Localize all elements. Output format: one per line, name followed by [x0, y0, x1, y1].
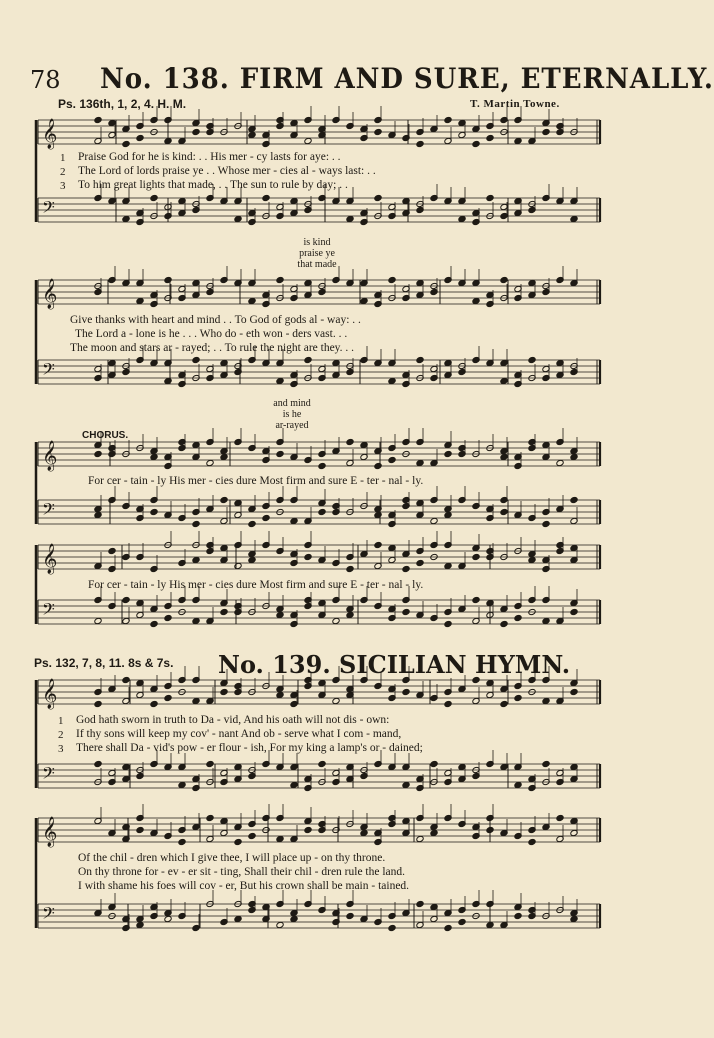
note	[164, 915, 172, 922]
note	[416, 559, 424, 566]
note	[528, 356, 536, 363]
lyric-line: There shall Da - vid's pow - er flour - ish, For my king a lamp's or - dained;	[76, 742, 423, 754]
note	[192, 128, 200, 135]
note	[444, 511, 452, 518]
note	[122, 215, 130, 222]
lyric-line: God hath sworn in truth to Da - vid, And his oath will not dis - own:	[76, 714, 390, 726]
note	[388, 456, 396, 463]
chorus-lyric: For cer - tain - ly His mer - cies dure Most firm and sure E - ter - nal - ly.	[88, 475, 424, 487]
bass-word: ar-rayed	[275, 420, 309, 431]
note	[374, 511, 382, 518]
note	[472, 596, 480, 603]
note	[122, 596, 130, 603]
note	[500, 377, 508, 384]
note	[570, 453, 578, 460]
note	[150, 194, 158, 201]
note	[430, 517, 438, 524]
note	[248, 520, 256, 527]
lyric-line: Praise God for he is kind: . . His mer - cy lasts for aye: . .	[78, 151, 341, 163]
note	[136, 134, 144, 141]
note	[570, 915, 578, 922]
note	[304, 826, 312, 833]
note	[500, 276, 508, 283]
bass-word: that made	[297, 259, 337, 270]
note	[318, 760, 326, 767]
lyric-line: To him great lights that made, . . The sun to rule by day; . .	[78, 179, 348, 191]
note	[374, 194, 382, 201]
note	[528, 838, 536, 845]
note	[542, 128, 550, 135]
note	[234, 562, 242, 569]
verse-number: 1	[58, 715, 64, 727]
hymn-138-title: No. 138. FIRM AND SURE, ETERNALLY.	[100, 62, 714, 95]
lyric-line: I with shame his foes will cov - er, But his crown shall be main - tained.	[78, 880, 410, 892]
note	[150, 508, 158, 515]
note	[276, 611, 284, 618]
note	[206, 814, 214, 821]
chorus-label: CHORUS.	[82, 430, 129, 441]
note	[570, 215, 578, 222]
note	[514, 912, 522, 919]
note	[402, 688, 410, 695]
page-number: 78	[30, 66, 61, 94]
note	[472, 297, 480, 304]
note	[94, 617, 102, 624]
note	[248, 832, 256, 839]
note	[388, 377, 396, 384]
note	[472, 553, 480, 560]
clef-icon: 𝄢	[42, 197, 55, 221]
note	[444, 116, 452, 123]
note	[220, 453, 228, 460]
note	[486, 134, 494, 141]
note	[164, 614, 172, 621]
note	[500, 700, 508, 707]
note	[500, 620, 508, 627]
note	[514, 614, 522, 621]
note	[444, 700, 452, 707]
note	[542, 520, 550, 527]
note	[388, 924, 396, 931]
verse-number: 3	[58, 743, 64, 755]
note	[276, 377, 284, 384]
clef-icon: 𝄢	[42, 599, 55, 623]
note	[542, 760, 550, 767]
bass-word: and mind	[273, 398, 311, 409]
clef-icon: 𝄞	[42, 279, 58, 309]
note	[192, 617, 200, 624]
bass-word: is he	[282, 409, 302, 420]
note	[360, 297, 368, 304]
note	[164, 137, 172, 144]
note	[416, 459, 424, 466]
note	[108, 547, 116, 554]
chorus-lyric: For cer - tain - ly His mer - cies dure Most firm and sure E - ter - nal - ly.	[88, 579, 424, 591]
note	[402, 565, 410, 572]
note	[220, 688, 228, 695]
note	[416, 900, 424, 907]
note	[472, 140, 480, 147]
clef-icon: 𝄞	[42, 679, 58, 709]
note	[374, 541, 382, 548]
note	[570, 496, 578, 503]
note	[318, 508, 326, 515]
clef-icon: 𝄢	[42, 763, 55, 787]
note	[94, 511, 102, 518]
verse-number: 2	[60, 166, 66, 178]
note	[234, 915, 242, 922]
note	[514, 694, 522, 701]
note	[500, 453, 508, 460]
note	[570, 688, 578, 695]
note	[94, 700, 102, 707]
note	[206, 459, 214, 466]
lyric-line: Of the chil - dren which I give thee, I will place up - on thy throne.	[78, 852, 386, 864]
verse-number: 3	[60, 180, 66, 192]
note	[192, 556, 200, 563]
note	[556, 814, 564, 821]
note	[164, 377, 172, 384]
lyric-line: Give thanks with heart and mind . . To God of gods al - way: . .	[70, 314, 361, 326]
note	[94, 116, 102, 123]
note	[514, 137, 522, 144]
note	[500, 508, 508, 515]
note	[122, 676, 130, 683]
note	[416, 140, 424, 147]
note	[178, 781, 186, 788]
note	[262, 514, 270, 521]
note	[276, 835, 284, 842]
note	[290, 781, 298, 788]
note	[388, 276, 396, 283]
note	[248, 556, 256, 563]
note	[164, 276, 172, 283]
note	[220, 608, 228, 615]
clef-icon: 𝄢	[42, 903, 55, 927]
note	[346, 565, 354, 572]
note	[220, 496, 228, 503]
note	[276, 921, 284, 928]
note	[164, 694, 172, 701]
note	[444, 924, 452, 931]
note	[122, 140, 130, 147]
bass-word: is kind	[303, 237, 331, 248]
bass-word: praise ye	[299, 248, 335, 259]
note	[136, 826, 144, 833]
note	[94, 760, 102, 767]
note	[304, 137, 312, 144]
note	[290, 517, 298, 524]
note	[150, 453, 158, 460]
note	[430, 760, 438, 767]
note	[402, 781, 410, 788]
clef-icon: 𝄢	[42, 499, 55, 523]
note	[262, 194, 270, 201]
note	[234, 838, 242, 845]
note	[486, 826, 494, 833]
note	[276, 450, 284, 457]
verse-number: 2	[58, 729, 64, 741]
hymn-138-meter: Ps. 136th, 1, 2, 4. H. M.	[58, 97, 187, 111]
lyric-line: If thy sons will keep my cov' - nant And ob - serve what I com - mand,	[76, 728, 402, 740]
note	[542, 697, 550, 704]
note	[444, 562, 452, 569]
note	[94, 450, 102, 457]
note	[276, 691, 284, 698]
note	[304, 356, 312, 363]
lyric-line: The Lord a - lone is he . . . Who do - eth won - ders vast. . .	[75, 328, 348, 340]
clef-icon: 𝄢	[42, 359, 55, 383]
hymn-138-composer: T. Martin Towne.	[470, 98, 560, 110]
lyric-line: The moon and stars ar - rayed; . . To rule the night are they. . .	[70, 342, 355, 354]
note	[570, 608, 578, 615]
note	[458, 215, 466, 222]
note	[402, 608, 410, 615]
note	[192, 356, 200, 363]
note	[304, 553, 312, 560]
note	[486, 194, 494, 201]
note	[178, 838, 186, 845]
note	[332, 697, 340, 704]
note	[346, 438, 354, 445]
note	[318, 462, 326, 469]
hymn-139-title: No. 139. SICILIAN HYMN.	[218, 650, 571, 679]
note	[360, 829, 368, 836]
note	[416, 835, 424, 842]
note	[248, 131, 256, 138]
note	[542, 617, 550, 624]
note	[346, 215, 354, 222]
hymn-139-meter: Ps. 132, 7, 8, 11. 8s & 7s.	[34, 656, 174, 670]
note	[458, 918, 466, 925]
note	[444, 620, 452, 627]
note	[514, 781, 522, 788]
note	[136, 297, 144, 304]
note	[486, 921, 494, 928]
verse-number: 1	[60, 152, 66, 164]
note	[206, 760, 214, 767]
lyric-line: On thy throne for - ev - er sit - ting, Shall their chil - dren rule the land.	[78, 866, 406, 878]
note	[150, 620, 158, 627]
note	[528, 556, 536, 563]
note	[346, 611, 354, 618]
lyric-line: The Lord of lords praise ye . . Whose mer - cies al - ways last: . .	[78, 165, 376, 177]
clef-icon: 𝄞	[42, 441, 58, 471]
note	[150, 700, 158, 707]
note	[136, 921, 144, 928]
note	[248, 297, 256, 304]
note	[346, 912, 354, 919]
note	[416, 356, 424, 363]
clef-icon: 𝄞	[42, 119, 58, 149]
note	[234, 215, 242, 222]
note	[556, 459, 564, 466]
clef-icon: 𝄞	[42, 817, 58, 847]
note	[374, 128, 382, 135]
note	[276, 276, 284, 283]
clef-icon: 𝄞	[42, 544, 58, 574]
note	[444, 450, 452, 457]
note	[430, 829, 438, 836]
note	[192, 697, 200, 704]
note	[374, 462, 382, 469]
note	[290, 915, 298, 922]
note	[332, 617, 340, 624]
note	[192, 520, 200, 527]
